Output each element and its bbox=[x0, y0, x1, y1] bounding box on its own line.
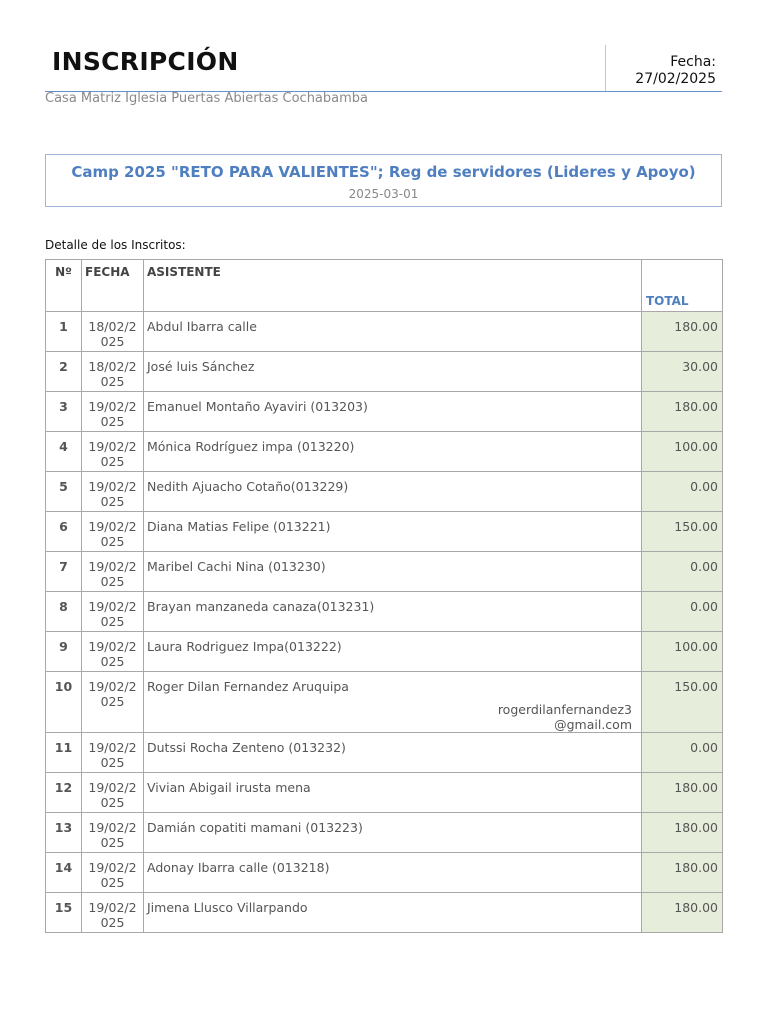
cell-total: 150.00 bbox=[642, 512, 723, 552]
cell-asistente bbox=[144, 733, 642, 773]
attendee-name: Brayan manzaneda canaza(013231) bbox=[147, 599, 375, 614]
cell-total: 0.00 bbox=[642, 733, 723, 773]
cell-asistente bbox=[144, 853, 642, 893]
cell-total: 180.00 bbox=[642, 312, 723, 352]
cell-asistente bbox=[144, 672, 642, 733]
cell-total: 100.00 bbox=[642, 432, 723, 472]
cell-total: 180.00 bbox=[642, 813, 723, 853]
attendee-name: Mónica Rodríguez impa (013220) bbox=[147, 439, 355, 454]
table-row bbox=[46, 672, 723, 733]
attendee-name: Laura Rodriguez Impa(013222) bbox=[147, 639, 342, 654]
cell-total: 180.00 bbox=[642, 392, 723, 432]
document-header bbox=[45, 45, 722, 92]
cell-total: 0.00 bbox=[642, 552, 723, 592]
cell-asistente bbox=[144, 352, 642, 392]
registrants-table bbox=[45, 259, 723, 933]
cell-fecha: 19/02/2 025 bbox=[82, 632, 144, 672]
attendee-name: José luis Sánchez bbox=[147, 359, 255, 374]
table-row bbox=[46, 432, 723, 472]
cell-fecha: 19/02/2 025 bbox=[82, 773, 144, 813]
cell-asistente bbox=[144, 632, 642, 672]
attendee-name: Emanuel Montaño Ayaviri (013203) bbox=[147, 399, 368, 414]
cell-fecha: 19/02/2 025 bbox=[82, 392, 144, 432]
cell-total: 0.00 bbox=[642, 472, 723, 512]
cell-no: 13 bbox=[46, 813, 82, 853]
cell-no: 7 bbox=[46, 552, 82, 592]
cell-fecha: 19/02/2 025 bbox=[82, 813, 144, 853]
event-date: 2025-03-01 bbox=[348, 187, 419, 201]
column-header-no: Nº bbox=[46, 260, 82, 312]
attendee-name: Dutssi Rocha Zenteno (013232) bbox=[147, 740, 346, 755]
cell-no: 14 bbox=[46, 853, 82, 893]
cell-asistente bbox=[144, 773, 642, 813]
attendee-name: Adonay Ibarra calle (013218) bbox=[147, 860, 330, 875]
table-row bbox=[46, 733, 723, 773]
cell-asistente bbox=[144, 552, 642, 592]
detail-label: Detalle de los Inscritos: bbox=[45, 238, 186, 252]
attendee-name: Jimena Llusco Villarpando bbox=[147, 900, 308, 915]
cell-asistente bbox=[144, 312, 642, 352]
table-row bbox=[46, 853, 723, 893]
cell-total: 30.00 bbox=[642, 352, 723, 392]
cell-fecha: 19/02/2 025 bbox=[82, 592, 144, 632]
cell-no: 9 bbox=[46, 632, 82, 672]
table-row bbox=[46, 552, 723, 592]
cell-total: 180.00 bbox=[642, 853, 723, 893]
table-row bbox=[46, 512, 723, 552]
cell-no: 1 bbox=[46, 312, 82, 352]
attendee-name: Damián copatiti mamani (013223) bbox=[147, 820, 363, 835]
organization-subtitle: Casa Matriz Iglesia Puertas Abiertas Cochabamba bbox=[45, 91, 369, 106]
cell-asistente bbox=[144, 592, 642, 632]
cell-total: 180.00 bbox=[642, 773, 723, 813]
column-header-fecha: FECHA bbox=[82, 260, 144, 312]
attendee-name: Roger Dilan Fernandez Aruquipa bbox=[147, 679, 349, 694]
cell-fecha: 19/02/2 025 bbox=[82, 472, 144, 512]
fecha-label: Fecha: bbox=[670, 54, 716, 70]
event-title: Camp 2025 "RETO PARA VALIENTES"; Reg de servidores (Lideres y Apoyo) bbox=[71, 163, 696, 181]
cell-fecha: 19/02/2 025 bbox=[82, 512, 144, 552]
cell-fecha: 19/02/2 025 bbox=[82, 733, 144, 773]
table-row bbox=[46, 392, 723, 432]
cell-asistente bbox=[144, 392, 642, 432]
table-row bbox=[46, 893, 723, 933]
cell-fecha: 19/02/2 025 bbox=[82, 672, 144, 733]
cell-fecha: 18/02/2 025 bbox=[82, 352, 144, 392]
cell-asistente bbox=[144, 432, 642, 472]
cell-no: 15 bbox=[46, 893, 82, 933]
page-title: INSCRIPCIÓN bbox=[52, 47, 239, 76]
attendee-name: Nedith Ajuacho Cotaño(013229) bbox=[147, 479, 349, 494]
cell-no: 11 bbox=[46, 733, 82, 773]
cell-asistente bbox=[144, 893, 642, 933]
cell-fecha: 18/02/2 025 bbox=[82, 312, 144, 352]
cell-no: 6 bbox=[46, 512, 82, 552]
cell-fecha: 19/02/2 025 bbox=[82, 432, 144, 472]
table-row bbox=[46, 472, 723, 512]
cell-asistente bbox=[144, 813, 642, 853]
table-row bbox=[46, 312, 723, 352]
cell-fecha: 19/02/2 025 bbox=[82, 552, 144, 592]
cell-total: 180.00 bbox=[642, 893, 723, 933]
cell-no: 5 bbox=[46, 472, 82, 512]
cell-no: 3 bbox=[46, 392, 82, 432]
table-row bbox=[46, 592, 723, 632]
cell-no: 4 bbox=[46, 432, 82, 472]
cell-no: 10 bbox=[46, 672, 82, 733]
table-header-row bbox=[46, 260, 723, 312]
cell-no: 2 bbox=[46, 352, 82, 392]
table-row bbox=[46, 352, 723, 392]
table-row bbox=[46, 813, 723, 853]
attendee-name: Maribel Cachi Nina (013230) bbox=[147, 559, 326, 574]
column-header-asistente: ASISTENTE bbox=[144, 260, 642, 312]
cell-no: 8 bbox=[46, 592, 82, 632]
attendee-name: Diana Matias Felipe (013221) bbox=[147, 519, 331, 534]
fecha-value: 27/02/2025 bbox=[635, 71, 716, 87]
cell-total: 100.00 bbox=[642, 632, 723, 672]
cell-fecha: 19/02/2 025 bbox=[82, 853, 144, 893]
attendee-name: Vivian Abigail irusta mena bbox=[147, 780, 311, 795]
attendee-email: rogerdilanfernandez3 @gmail.com bbox=[497, 702, 632, 732]
table-row bbox=[46, 632, 723, 672]
table-row bbox=[46, 773, 723, 813]
cell-asistente bbox=[144, 512, 642, 552]
cell-asistente bbox=[144, 472, 642, 512]
event-box bbox=[45, 154, 722, 207]
table-body bbox=[46, 312, 723, 933]
cell-total: 150.00 bbox=[642, 672, 723, 733]
date-box bbox=[605, 45, 722, 91]
attendee-name: Abdul Ibarra calle bbox=[147, 319, 257, 334]
cell-total: 0.00 bbox=[642, 592, 723, 632]
column-header-total: TOTAL bbox=[642, 260, 723, 312]
cell-no: 12 bbox=[46, 773, 82, 813]
cell-fecha: 19/02/2 025 bbox=[82, 893, 144, 933]
